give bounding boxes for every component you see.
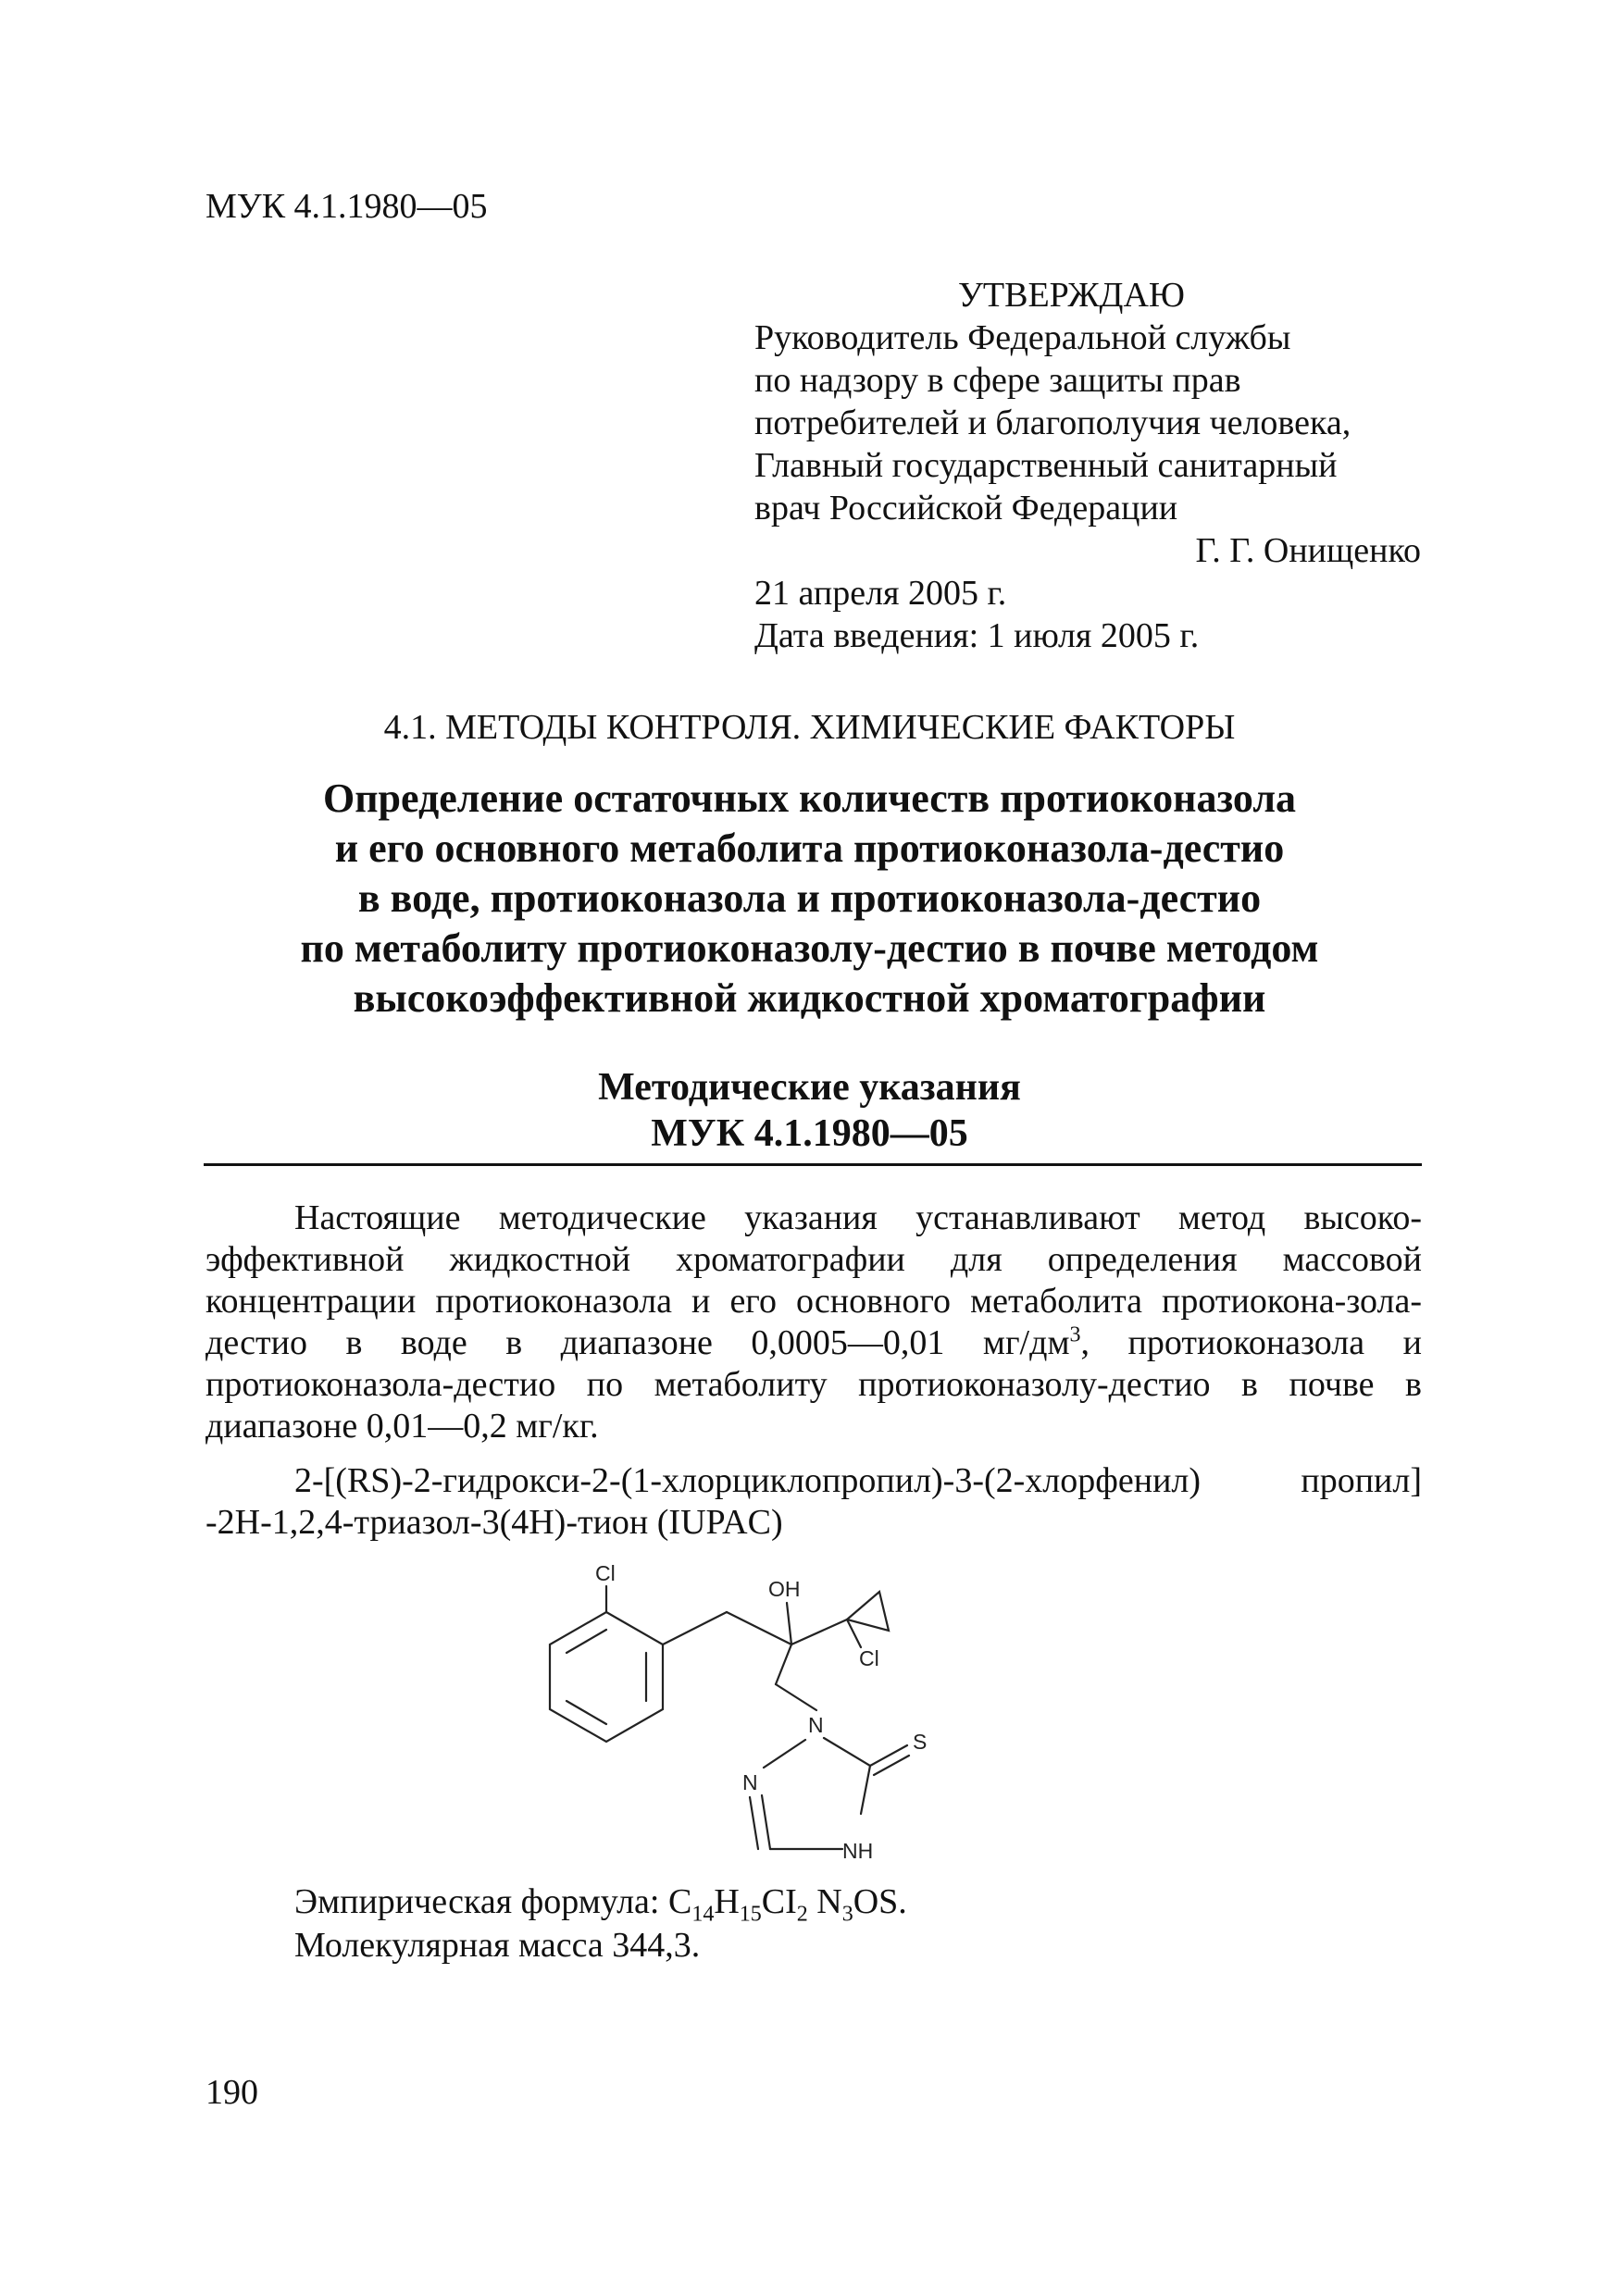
formula-subscript: 2 xyxy=(796,1902,808,1927)
atom-label-n: N xyxy=(742,1770,758,1794)
structural-formula xyxy=(500,1555,1018,1879)
approval-block xyxy=(754,274,1421,657)
superscript: 3 xyxy=(1069,1322,1081,1347)
iupac-name-line2: -2H-1,2,4-триазол-3(4H)-тион (IUPAC) xyxy=(205,1503,783,1542)
title-line: по метаболиту протиоконазолу-дестио в почве методом xyxy=(300,925,1319,971)
approval-line: по надзору в сфере защиты прав xyxy=(754,361,1241,400)
atom-label-oh: OH xyxy=(768,1577,801,1601)
atom-label-s: S xyxy=(913,1730,928,1754)
title-line: Определение остаточных количеств протиоконазола xyxy=(322,776,1297,821)
document-subtitle xyxy=(185,1064,1434,1157)
effective-date: Дата введения: 1 июля 2005 г. xyxy=(754,616,1200,655)
formula-text: Эмпирическая формула: C xyxy=(294,1882,692,1921)
approval-title: УТВЕРЖДАЮ xyxy=(958,276,1185,315)
triazole-bond xyxy=(861,1766,870,1814)
approval-line: врач Российской Федерации xyxy=(754,489,1178,527)
chain-bond xyxy=(663,1612,727,1644)
oh-bond xyxy=(787,1603,791,1644)
title-line: в воде, протиоконазола и протиоконазола-дестио xyxy=(357,875,1262,921)
formula-subscript: 14 xyxy=(691,1902,715,1927)
chain-bond xyxy=(727,1612,791,1644)
ring-double-bond xyxy=(567,1701,606,1724)
formula-subscript: 3 xyxy=(841,1902,853,1927)
title-line: и его основного метаболита протиоконазола-дестио xyxy=(334,825,1285,871)
section-heading: 4.1. МЕТОДЫ КОНТРОЛЯ. ХИМИЧЕСКИЕ ФАКТОРЫ xyxy=(383,708,1236,747)
iupac-name-line1 xyxy=(205,1460,1422,1502)
document-code: МУК 4.1.1980—05 xyxy=(205,187,488,226)
signatory-name: Г. Г. Онищенко xyxy=(1195,531,1421,570)
ch2-bond xyxy=(776,1644,791,1684)
iupac-text: 2-[(RS)-2-гидрокси-2-(1-хлорциклопропил)-3-(2-хлорфенил) пропил] xyxy=(294,1461,1422,1500)
atom-label-nh: NH xyxy=(842,1839,874,1863)
atom-label-cl: Cl xyxy=(859,1646,879,1670)
triazole-double-bond xyxy=(750,1797,758,1849)
thione-bond xyxy=(870,1745,907,1766)
approval-line: Главный государственный санитарный xyxy=(754,446,1338,485)
approval-date: 21 апреля 2005 г. xyxy=(754,574,1007,613)
title-divider xyxy=(204,1163,1422,1166)
atom-label-cl: Cl xyxy=(595,1561,616,1585)
ch2-n-bond xyxy=(776,1684,816,1710)
formula-text: H xyxy=(714,1882,740,1921)
empirical-formula xyxy=(294,1881,907,1927)
subtitle-code: МУК 4.1.1980—05 xyxy=(651,1112,968,1155)
atom-label-n: N xyxy=(808,1713,824,1737)
formula-text: CI xyxy=(761,1882,797,1921)
intro-text-end: , протиоконазола и протиоконазола-дестио по метаболиту протиоконазолу-дестио в почве в диапазоне 0,01—0,2 мг/кг. xyxy=(205,1323,1422,1446)
molecular-mass: Молекулярная масса 344,3. xyxy=(294,1926,701,1965)
triazole-bond xyxy=(764,1740,805,1768)
page-number: 190 xyxy=(205,2073,258,2112)
intro-text: Настоящие методические указания устанавливают метод высоко-эффективной жидкостной хроматографии для определения массовой концентрации протиоконазола и его основного метаболита протиокона-зола-дестио в воде в диапазоне 0,0005—0,01 мг/дм xyxy=(205,1198,1422,1362)
document-title xyxy=(185,774,1434,1024)
triazole-bond xyxy=(762,1795,770,1849)
cyclopropyl-bond xyxy=(791,1620,847,1644)
triazole-bond xyxy=(824,1738,870,1766)
intro-paragraph xyxy=(205,1198,1422,1447)
thione-double-bond xyxy=(874,1756,909,1775)
title-line: высокоэффективной жидкостной хроматографии xyxy=(353,975,1266,1021)
approval-line: потребителей и благополучия человека, xyxy=(754,403,1351,442)
formula-subscript: 15 xyxy=(739,1902,762,1927)
approval-line: Руководитель Федеральной службы xyxy=(754,318,1291,357)
ring-double-bond xyxy=(567,1630,606,1653)
cyclopropyl-ring xyxy=(847,1592,889,1631)
subtitle-line: Методические указания xyxy=(598,1066,1021,1109)
formula-text: N xyxy=(807,1882,842,1921)
formula-text: OS. xyxy=(853,1882,907,1921)
